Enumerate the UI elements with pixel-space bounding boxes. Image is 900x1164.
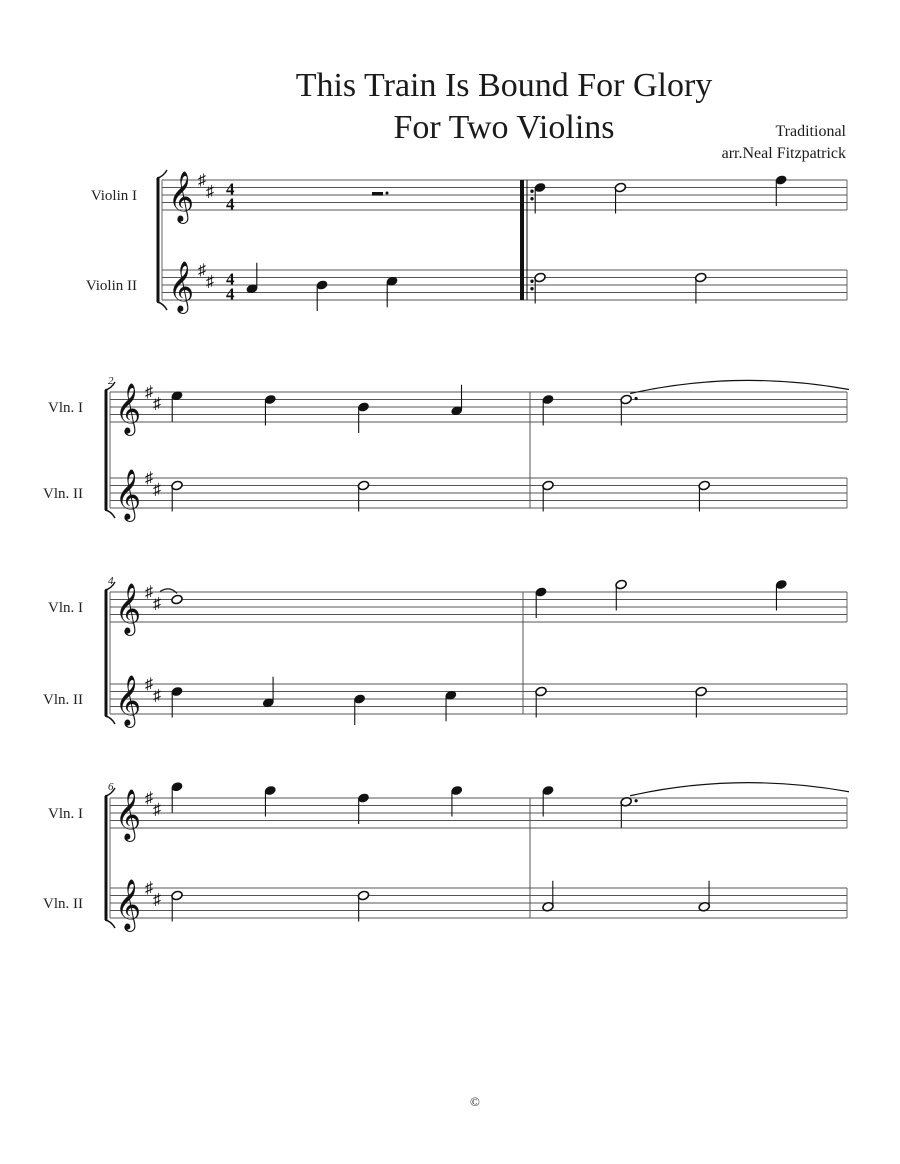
staff-label: Vln. II xyxy=(43,692,83,708)
staff-label: Violin II xyxy=(85,278,137,294)
sharp-icon: ♯ xyxy=(206,273,214,291)
staff-label: Vln. I xyxy=(48,806,83,822)
bracket-hook xyxy=(105,510,115,518)
sharp-icon: ♯ xyxy=(145,384,153,401)
treble-clef-icon: 𝄞 xyxy=(168,261,195,311)
sharp-icon: ♯ xyxy=(145,676,153,693)
repeat-dot xyxy=(530,197,533,200)
arranger-credit: arr.Neal Fitzpatrick xyxy=(721,145,846,162)
staff-label: Violin I xyxy=(90,188,137,204)
sharp-icon: ♯ xyxy=(153,395,161,413)
sharp-icon: ♯ xyxy=(198,262,206,279)
tie-arc xyxy=(630,380,849,393)
repeat-dot xyxy=(530,190,533,193)
augmentation-dot xyxy=(386,192,389,195)
tie-arc xyxy=(630,783,849,796)
sharp-icon: ♯ xyxy=(145,790,153,807)
tie-arc xyxy=(160,589,177,594)
treble-clef-icon: 𝄞 xyxy=(115,789,142,839)
sharp-icon: ♯ xyxy=(145,584,153,601)
time-signature-bottom: 4 xyxy=(226,284,235,304)
augmentation-dot xyxy=(635,397,638,400)
score-system xyxy=(43,781,849,932)
treble-clef-icon: 𝄞 xyxy=(115,469,142,519)
bracket-hook xyxy=(157,170,167,178)
sharp-icon: ♯ xyxy=(153,801,161,819)
sharp-icon: ♯ xyxy=(153,687,161,705)
treble-clef-icon: 𝄞 xyxy=(115,583,142,633)
half-rest xyxy=(372,192,383,196)
bracket-hook xyxy=(105,920,115,928)
score-title: This Train Is Bound For Glory xyxy=(295,67,713,104)
measure-number: 6 xyxy=(108,781,114,793)
note-head xyxy=(171,594,183,605)
sharp-icon: ♯ xyxy=(153,891,161,909)
bracket-hook xyxy=(157,302,167,310)
time-signature-top: 4 xyxy=(226,179,235,199)
augmentation-dot xyxy=(635,799,638,802)
sharp-icon: ♯ xyxy=(153,595,161,613)
score-system xyxy=(43,375,849,522)
time-signature-bottom: 4 xyxy=(226,194,235,214)
time-signature-top: 4 xyxy=(226,269,235,289)
score-subtitle: For Two Violins xyxy=(393,109,615,146)
sharp-icon: ♯ xyxy=(145,470,153,487)
measure-number: 4 xyxy=(108,575,114,587)
repeat-thick-barline xyxy=(520,180,524,300)
composer-credit: Traditional xyxy=(775,123,846,140)
staff-label: Vln. I xyxy=(48,400,83,416)
score-system xyxy=(86,170,847,314)
repeat-dot xyxy=(530,280,533,283)
staff-label: Vln. II xyxy=(43,486,83,502)
treble-clef-icon: 𝄞 xyxy=(115,383,142,433)
treble-clef-icon: 𝄞 xyxy=(168,171,195,221)
sharp-icon: ♯ xyxy=(145,880,153,897)
treble-clef-icon: 𝄞 xyxy=(115,879,142,929)
treble-clef-icon: 𝄞 xyxy=(115,675,142,725)
copyright-notice: © xyxy=(470,1094,480,1109)
sharp-icon: ♯ xyxy=(198,172,206,189)
staff-label: Vln. I xyxy=(48,600,83,616)
sharp-icon: ♯ xyxy=(206,183,214,201)
repeat-dot xyxy=(530,287,533,290)
staff-label: Vln. II xyxy=(43,896,83,912)
score-system xyxy=(43,575,847,728)
measure-number: 2 xyxy=(108,375,114,387)
sharp-icon: ♯ xyxy=(153,481,161,499)
bracket-hook xyxy=(105,716,115,724)
